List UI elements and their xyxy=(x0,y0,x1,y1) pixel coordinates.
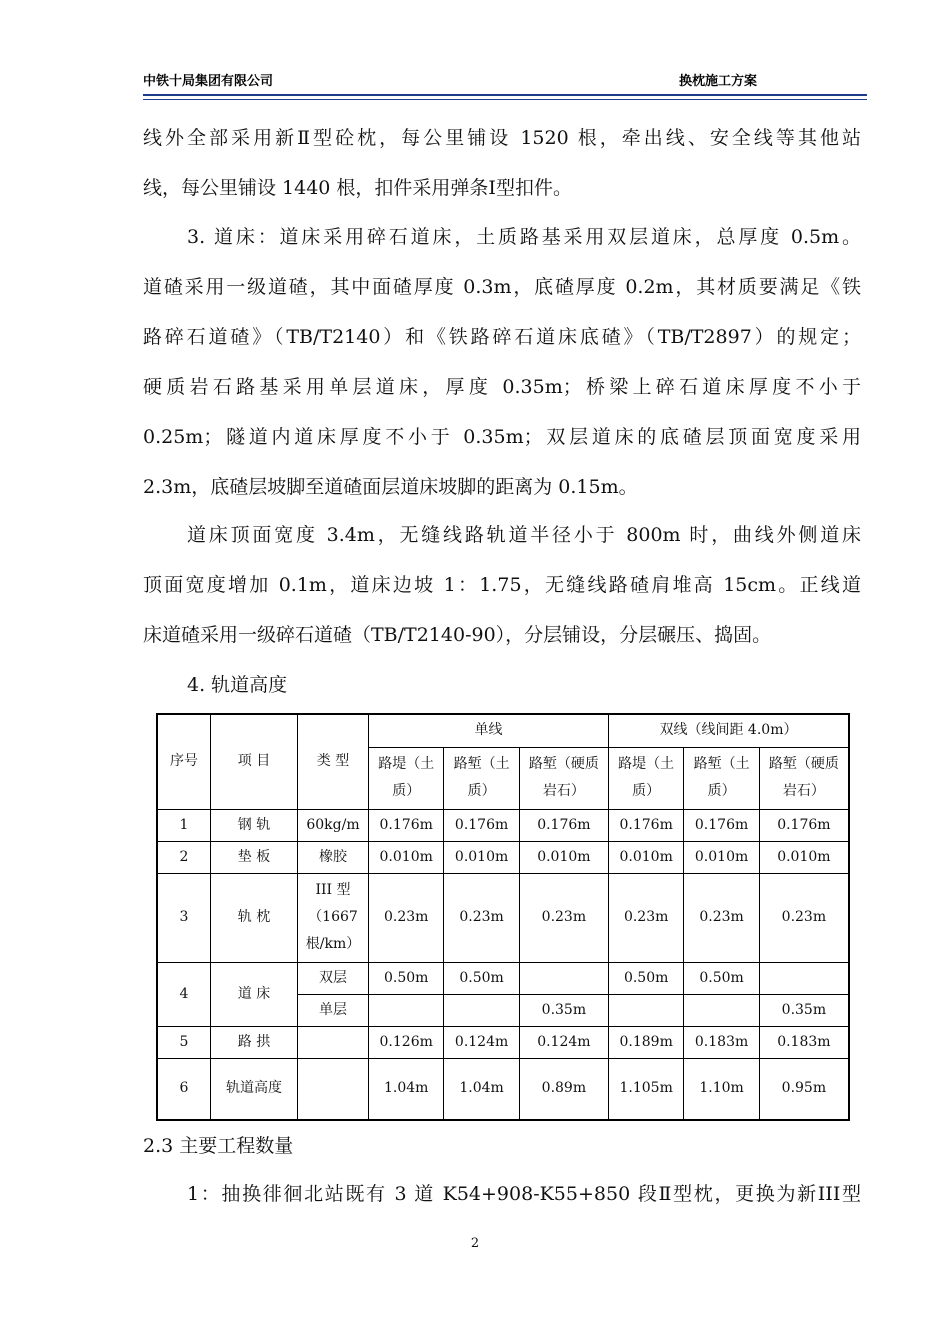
company-name: 中铁十局集团有限公司 xyxy=(143,74,274,89)
row-type: 双层 xyxy=(298,962,369,994)
value-cell: 1.04m xyxy=(369,1058,444,1120)
value-cell: 0.176m xyxy=(684,809,759,841)
row-item: 路 拱 xyxy=(211,1026,298,1058)
row-item: 轨道高度 xyxy=(211,1058,298,1120)
table-header-row xyxy=(157,714,849,747)
value-cell: 0.189m xyxy=(608,1026,683,1058)
table-row xyxy=(157,1026,849,1058)
row-type xyxy=(298,1026,369,1058)
document-title: 换枕施工方案 xyxy=(678,74,757,89)
row-no: 1 xyxy=(157,809,211,841)
paragraph-ballast-bed xyxy=(143,212,861,512)
row-no: 3 xyxy=(157,873,211,962)
value-cell: 0.89m xyxy=(519,1058,608,1120)
text-line: 线外全部采用新Ⅱ型砼枕，每公里铺设 1520 根，牵出线、安全线等其他站 xyxy=(143,127,861,149)
text-line: 2.3m，底碴层坡脚至道碴面层道床坡脚的距离为 0.15m。 xyxy=(143,476,638,498)
value-cell: 0.50m xyxy=(444,962,519,994)
page-number: 2 xyxy=(470,1236,480,1251)
text-line: 床道碴采用一级碎石道碴（TB/T2140-90），分层铺设，分层碾压、捣固。 xyxy=(143,624,772,646)
row-no: 6 xyxy=(157,1058,211,1120)
value-cell xyxy=(684,994,759,1026)
value-cell: 0.010m xyxy=(759,841,849,873)
page-header xyxy=(143,70,867,90)
value-cell: 0.183m xyxy=(684,1026,759,1058)
text-line: 硬质岩石路基采用单层道床，厚度 0.35m；桥梁上碎石道床厚度不小于 xyxy=(143,376,861,398)
header-single-line: 单线 xyxy=(369,714,609,747)
value-cell: 0.176m xyxy=(369,809,444,841)
value-cell: 0.126m xyxy=(369,1026,444,1058)
text-line: 1：抽换徘徊北站既有 3 道 K54+908-K55+850 段Ⅱ型枕，更换为新III型 xyxy=(187,1183,861,1205)
header-no: 序号 xyxy=(157,714,211,809)
row-item: 道 床 xyxy=(211,962,298,1026)
value-cell: 0.35m xyxy=(759,994,849,1026)
row-item: 钢 轨 xyxy=(211,809,298,841)
value-cell: 0.176m xyxy=(759,809,849,841)
row-type: 单层 xyxy=(298,994,369,1026)
section-2-3-heading: 2.3 主要工程数量 xyxy=(143,1135,294,1157)
row-item: 垫 板 xyxy=(211,841,298,873)
row-no: 4 xyxy=(157,962,211,1026)
text-line: 顶面宽度增加 0.1m，道床边坡 1：1.75，无缝线路碴肩堆高 15cm。正线道 xyxy=(143,574,861,596)
paragraph-bed-width xyxy=(143,510,861,660)
track-height-table xyxy=(156,713,850,1121)
value-cell: 0.010m xyxy=(444,841,519,873)
value-cell: 1.105m xyxy=(608,1058,683,1120)
row-type xyxy=(298,1058,369,1120)
value-cell: 0.176m xyxy=(444,809,519,841)
section-4-heading: 4. 轨道高度 xyxy=(187,674,288,696)
value-cell: 0.010m xyxy=(684,841,759,873)
table-row xyxy=(157,809,849,841)
value-cell xyxy=(519,962,608,994)
subheader-cell: 路堑（土质） xyxy=(684,747,759,809)
row-type: III 型（1667 根/km） xyxy=(298,873,369,962)
table-row xyxy=(157,841,849,873)
text-line: 道碴采用一级道碴，其中面碴厚度 0.3m，底碴厚度 0.2m，其材质要满足《铁 xyxy=(143,276,861,298)
text-line: 3. 道床：道床采用碎石道床，土质路基采用双层道床，总厚度 0.5m。 xyxy=(187,226,861,248)
subheader-cell: 路堤（土质） xyxy=(608,747,683,809)
value-cell: 0.010m xyxy=(608,841,683,873)
subheader-cell: 路堤（土质） xyxy=(369,747,444,809)
paragraph-sleepers xyxy=(143,113,861,213)
value-cell: 0.23m xyxy=(519,873,608,962)
value-cell xyxy=(369,994,444,1026)
header-rule-thin xyxy=(143,99,867,100)
value-cell xyxy=(608,994,683,1026)
value-cell: 0.35m xyxy=(519,994,608,1026)
header-rule-thick xyxy=(143,94,867,96)
value-cell xyxy=(759,962,849,994)
text-line: 线，每公里铺设 1440 根，扣件采用弹条Ⅰ型扣件。 xyxy=(143,177,572,199)
value-cell: 0.23m xyxy=(444,873,519,962)
text-line: 0.25m；隧道内道床厚度不小于 0.35m；双层道床的底碴层顶面宽度采用 xyxy=(143,426,861,448)
table-row xyxy=(157,873,849,962)
value-cell: 0.23m xyxy=(369,873,444,962)
header-type: 类 型 xyxy=(298,714,369,809)
table-row xyxy=(157,1058,849,1120)
row-no: 5 xyxy=(157,1026,211,1058)
row-type: 60kg/m xyxy=(298,809,369,841)
value-cell: 0.176m xyxy=(608,809,683,841)
value-cell: 0.50m xyxy=(369,962,444,994)
row-item: 轨 枕 xyxy=(211,873,298,962)
value-cell: 0.23m xyxy=(608,873,683,962)
value-cell xyxy=(444,994,519,1026)
header-item: 项 目 xyxy=(211,714,298,809)
value-cell: 0.124m xyxy=(519,1026,608,1058)
value-cell: 0.95m xyxy=(759,1058,849,1120)
value-cell: 1.04m xyxy=(444,1058,519,1120)
row-no: 2 xyxy=(157,841,211,873)
value-cell: 0.124m xyxy=(444,1026,519,1058)
subheader-cell: 路堑（硬质岩石） xyxy=(759,747,849,809)
value-cell: 0.50m xyxy=(684,962,759,994)
header-double-line: 双线（线间距 4.0m） xyxy=(608,714,849,747)
row-type: 橡胶 xyxy=(298,841,369,873)
table-row xyxy=(157,962,849,994)
subheader-cell: 路堑（土质） xyxy=(444,747,519,809)
text-line: 路碎石道碴》（TB/T2140）和《铁路碎石道床底碴》（TB/T2897）的规定； xyxy=(143,326,861,348)
value-cell: 0.010m xyxy=(369,841,444,873)
value-cell: 0.23m xyxy=(684,873,759,962)
value-cell: 0.010m xyxy=(519,841,608,873)
paragraph-quantities xyxy=(143,1169,861,1219)
subheader-cell: 路堑（硬质岩石） xyxy=(519,747,608,809)
value-cell: 0.50m xyxy=(608,962,683,994)
value-cell: 0.183m xyxy=(759,1026,849,1058)
value-cell: 1.10m xyxy=(684,1058,759,1120)
value-cell: 0.176m xyxy=(519,809,608,841)
text-line: 道床顶面宽度 3.4m，无缝线路轨道半径小于 800m 时，曲线外侧道床 xyxy=(187,524,861,546)
value-cell: 0.23m xyxy=(759,873,849,962)
